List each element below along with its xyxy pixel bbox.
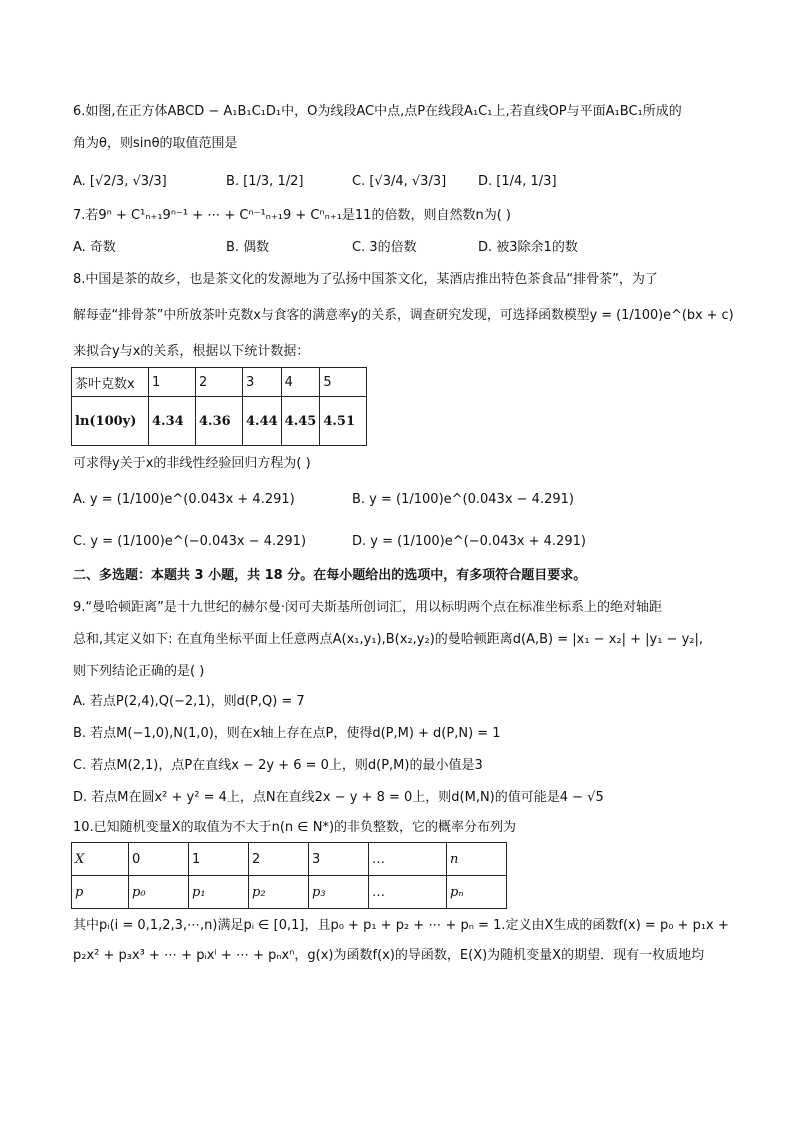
table-cell: 4.34 — [149, 397, 196, 446]
q6-line2: 角为θ，则sinθ的取值范围是 — [73, 136, 238, 151]
table-cell: n — [447, 843, 507, 876]
q10-line3: p₂x² + p₃x³ + ⋯ + pᵢxⁱ + ⋯ + pₙxⁿ，g(x)为函数f(x)的导函数，E(X)为随机变量X的期望．现有一枚质地均 — [73, 948, 705, 963]
q9-option-b: B. 若点M(−1,0),N(1,0)，则在x轴上存在点P，使得d(P,M) + d(P,N) = 1 — [73, 726, 501, 741]
table-cell: 4.36 — [196, 397, 243, 446]
q8-data-table — [71, 367, 367, 446]
q8-option-a: A. y = (1/100)e^(0.043x + 4.291) — [73, 492, 295, 507]
q9-option-a: A. 若点P(2,4),Q(−2,1)，则d(P,Q) = 7 — [73, 694, 305, 709]
q8-line2: 解每壶“排骨茶”中所放茶叶克数x与食客的满意率y的关系，调查研究发现，可选择函数模型y = (1/100)e^(bx + c) — [73, 308, 734, 323]
table-cell: pₙ — [447, 876, 507, 909]
table-cell: p₁ — [189, 876, 249, 909]
table-cell: p₂ — [249, 876, 309, 909]
table-cell: 5 — [320, 368, 367, 397]
q8-option-d: D. y = (1/100)e^(−0.043x + 4.291) — [352, 534, 586, 549]
table-row — [72, 397, 367, 446]
table-cell: p₃ — [309, 876, 369, 909]
q10-line2: 其中pᵢ(i = 0,1,2,3,⋯,n)满足pᵢ ∈ [0,1]，且p₀ + p₁ + p₂ + ⋯ + pₙ = 1.定义由X生成的函数f(x) = p₀ + p₁x + — [73, 918, 729, 933]
table-cell: 茶叶克数x — [72, 368, 149, 397]
table-cell: 3 — [309, 843, 369, 876]
q7-option-c: C. 3的倍数 — [352, 240, 417, 255]
q7-option-a: A. 奇数 — [73, 240, 116, 255]
q9-line2: 总和,其定义如下: 在直角坐标平面上任意两点A(x₁,y₁),B(x₂,y₂)的曼哈顿距离d(A,B) = |x₁ − x₂| + |y₁ − y₂|, — [73, 632, 703, 647]
table-row — [72, 368, 367, 397]
q8-option-b: B. y = (1/100)e^(0.043x − 4.291) — [352, 492, 574, 507]
q6-option-d: D. [1/4, 1/3] — [478, 174, 557, 189]
q10-line1: 10.已知随机变量X的取值为不大于n(n ∈ N*)的非负整数，它的概率分布列为 — [73, 820, 517, 835]
q7-option-d: D. 被3除余1的数 — [478, 240, 578, 255]
q8-line3: 来拟合y与x的关系，根据以下统计数据： — [73, 344, 310, 359]
section-heading: 二、多选题：本题共 3 小题，共 18 分。在每小题给出的选项中，有多项符合题目要求。 — [73, 568, 587, 583]
table-cell: 3 — [243, 368, 282, 397]
table-cell: 1 — [189, 843, 249, 876]
table-cell: 2 — [249, 843, 309, 876]
table-cell: X — [72, 843, 129, 876]
q8-line1: 8.中国是茶的故乡，也是茶文化的发源地为了弘扬中国茶文化，某酒店推出特色茶食品“排骨茶”，为了 — [73, 272, 658, 287]
q8-line4: 可求得y关于x的非线性经验回归方程为( ) — [73, 456, 311, 471]
q6-option-a: A. [√2/3, √3/3] — [73, 174, 167, 189]
table-row — [72, 876, 507, 909]
table-cell: 2 — [196, 368, 243, 397]
q9-option-d: D. 若点M在圆x² + y² = 4上，点N在直线2x − y + 8 = 0上，则d(M,N)的值可能是4 − √5 — [73, 790, 604, 805]
q7-option-b: B. 偶数 — [226, 240, 270, 255]
table-cell: 4.51 — [320, 397, 367, 446]
q9-line3: 则下列结论正确的是( ) — [73, 664, 205, 679]
table-cell: 4 — [281, 368, 320, 397]
table-cell: p — [72, 876, 129, 909]
table-cell: p₀ — [129, 876, 189, 909]
table-cell: … — [369, 843, 447, 876]
table-cell: 1 — [149, 368, 196, 397]
q6-option-b: B. [1/3, 1/2] — [226, 174, 304, 189]
table-cell: 4.45 — [281, 397, 320, 446]
table-cell: ln(100y) — [72, 397, 149, 446]
table-cell: … — [369, 876, 447, 909]
q7-line1: 7.若9ⁿ + C¹ₙ₊₁9ⁿ⁻¹ + ⋯ + Cⁿ⁻¹ₙ₊₁9 + Cⁿₙ₊₁是11的倍数，则自然数n为( ) — [73, 208, 511, 223]
q6-line1: 6.如图,在正方体ABCD − A₁B₁C₁D₁中，O为线段AC中点,点P在线段A₁C₁上,若直线OP与平面A₁BC₁所成的 — [73, 104, 682, 119]
table-cell: 4.44 — [243, 397, 282, 446]
q10-distribution-table — [71, 842, 507, 909]
q9-line1: 9.“曼哈顿距离”是十九世纪的赫尔曼·闵可夫斯基所创词汇，用以标明两个点在标准坐标系上的绝对轴距 — [73, 600, 663, 615]
q9-option-c: C. 若点M(2,1)，点P在直线x − 2y + 6 = 0上，则d(P,M)的最小值是3 — [73, 758, 483, 773]
q8-option-c: C. y = (1/100)e^(−0.043x − 4.291) — [73, 534, 307, 549]
table-row — [72, 843, 507, 876]
q6-option-c: C. [√3/4, √3/3] — [352, 174, 447, 189]
table-cell: 0 — [129, 843, 189, 876]
